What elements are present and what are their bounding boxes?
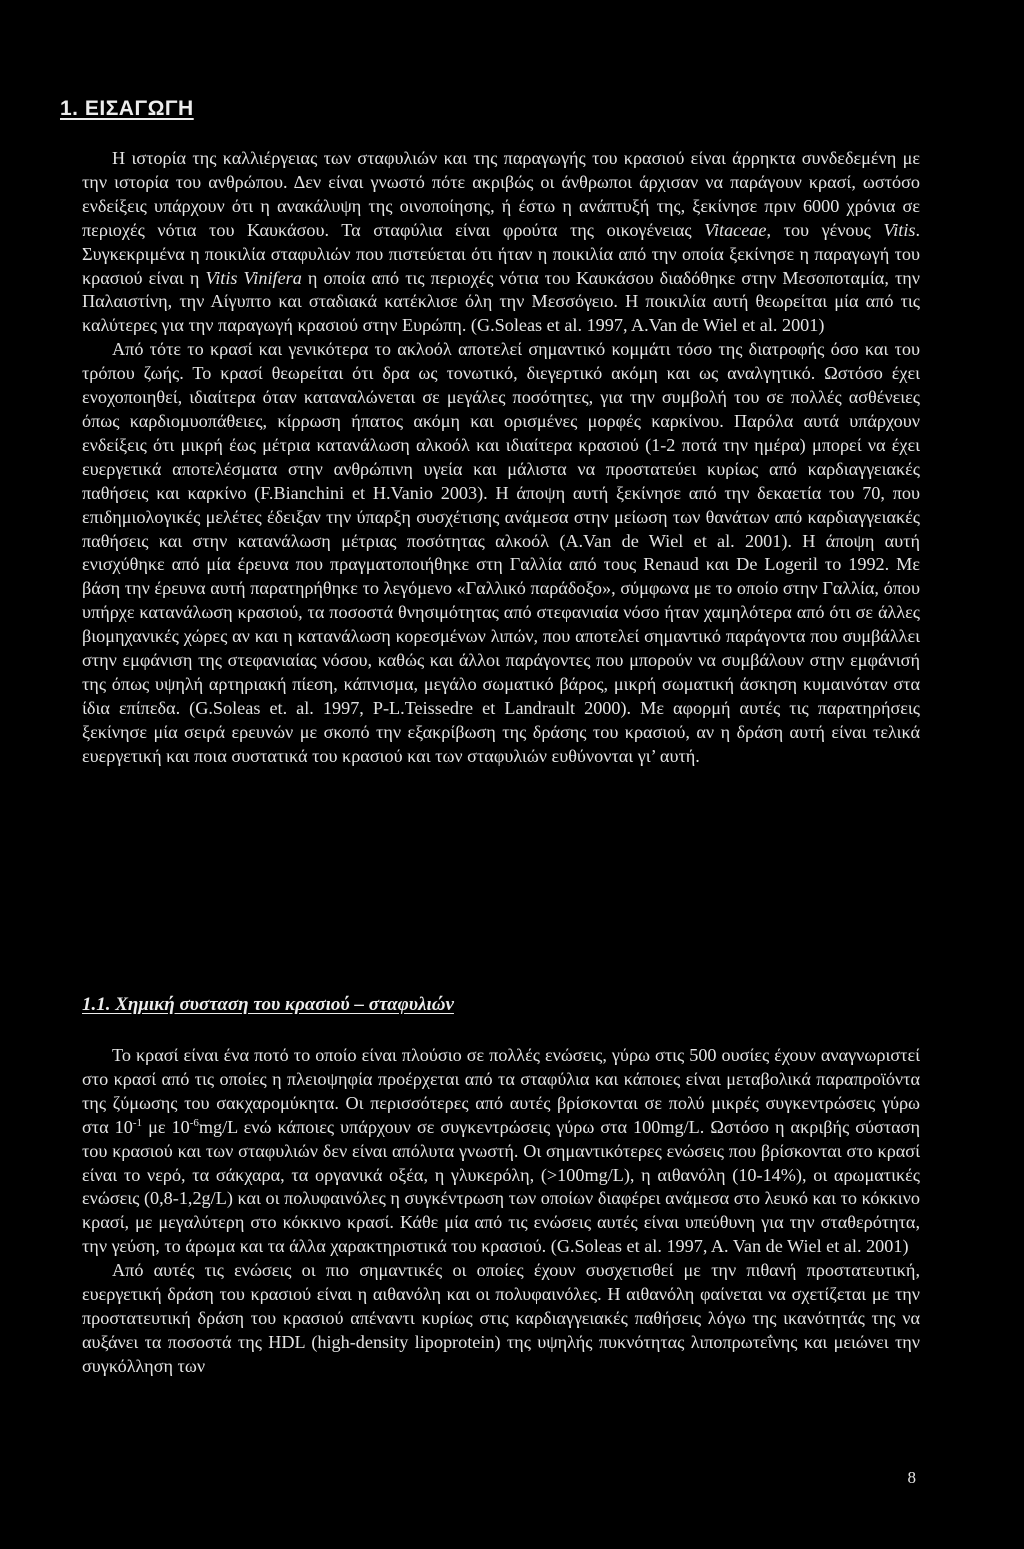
intro-text-d: η οποία από τις περιοχές νότια του Καυκάσου διαδόθηκε στην Μεσοποταμία, την Παλαιστίνη, την Αίγυπτο και σταδιακά κατέκλισε όλη την Μεσσόγειο. Η ποικιλία αυτή θεωρείται μία από τις καλύτερες για την παραγωγή κρασιού στην Ευρώπη. (G.Soleas et al. 1997, A.Van de Wiel et al. 2001) [82, 267, 920, 336]
exponent-1: -1 [132, 1116, 143, 1129]
section-heading: 1. ΕΙΣΑΓΩΓΗ [60, 97, 194, 120]
intro-text-c: . Συγκεκριμένα η ποικιλία σταφυλιών που πιστεύεται ότι ήταν η ποικιλία από την οποία ξεκίνησε η παραγωγή του κρασιού είναι η [82, 219, 920, 288]
intro-text-b: , του γένους [766, 219, 884, 240]
chem-text-c: mg/L ενώ κάποιες υπάρχουν σε συγκεντρώσεις γύρω στα 100mg/L. Ωστόσο η ακριβής σύσταση του κρασιού και των σταφυλιών δεν είναι απόλυτα γνωστή. Οι σημαντικότερες ενώσεις που βρίσκονται στο κρασί είναι το νερό, τα σάκχαρα, τα οργανικά οξέα, η γλυκερόλη, (>100mg/L), η αιθανόλη (10-14%), οι αρωματικές ενώσεις (0,8-1,2g/L) και οι πολυφαινόλες η συγκέντρωση των οποίων διαφέρει ανάμεσα στο λευκό και το κόκκινο κρασί, με μεγαλύτερη στο κόκκινο κρασί. Κάθε μία από τις ενώσεις αυτές είναι υπεύθυνη για την σταθερότητα, την γεύση, το άρωμα και τα άλλα χαρακτηριστικά του κρασιού. (G.Soleas et al. 1997, A. Van de Wiel et al. 2001) [82, 1116, 920, 1257]
chemistry-paragraph-2: Από αυτές τις ενώσεις οι πιο σημαντικές οι οποίες έχουν συσχετισθεί με την πιθανή προστατευτική, ευεργετική δράση του κρασιού είναι η αιθανόλη και οι πολυφαινόλες. Η αιθανόλη φαίνεται να σχετίζεται με την προστατευτική δράση του κρασιού απέναντι κυρίως στις καρδιαγγειακές παθήσεις λόγω της ικανότητάς της να αυξάνει τα ποσοστά της HDL (high-density lipoprotein) της υψηλής πυκνότητας λιποπρωτεΐνης και μειώνει την συγκόλληση των [82, 1260, 920, 1376]
exponent-2: -6 [189, 1116, 199, 1129]
intro-paragraph-2: Από τότε το κρασί και γενικότερα το ακλοόλ αποτελεί σημαντικό κομμάτι τόσο της διατροφής όσο και του τρόπου ζωής. Το κρασί θεωρείται ότι δρα ως τονωτικό, διεγερτικό ακόμη και ως αναλγητικό. Ωστόσο έχει ενοχοποιηθεί, ιδιαίτερα όταν καταναλώνεται σε μεγάλες ποσότητες, για την συμβολή του σε πολλές ασθένειες όπως καρδιομυοπάθειες, κίρρωση ήπατος ακόμη και ορισμένες μορφές καρκίνου. Παρόλα αυτά υπάρχουν ενδείξεις ότι μικρή έως μέτρια κατανάλωση αλκοόλ και ιδιαίτερα κρασιού (1-2 ποτά την ημέρα) μπορεί να έχει ευεργετικά αποτελέσματα στην ανθρώπινη υγεία και μάλιστα να προστατεύει κυρίως από καρδιαγγειακές παθήσεις και καρκίνο (F.Bianchini et H.Vanio 2003). Η άποψη αυτή ξεκίνησε από την δεκαετία του 70, που επιδημιολογικές μελέτες έδειξαν την ύπαρξη συσχέτισης ανάμεσα στην μείωση των θανάτων από καρδιαγγειακές παθήσεις και στην κατανάλωση μέτριας ποσότητας αλκοόλ (A.Van de Wiel et al. 2001). Η άποψη αυτή ενισχύθηκε από μία έρευνα που πραγματοποιήθηκε στη Γαλλία από τους Renaud και De Logeril το 1992. Με βάση την έρευνα αυτή παρατηρήθηκε το λεγόμενο «Γαλλικό παράδοξο», σύμφωνα με το οποίο στην Γαλλία, όπου υπήρχε κατανάλωση κρασιού, τα ποσοστά θνησιμότητας από στεφανιαία νόσο ήταν χαμηλότερα από ότι σε άλλες βιομηχανικές χώρες αν και η κατανάλωση κορεσμένων λιπών, που αποτελεί σημαντικό παράγοντα που συμβάλλει στην εμφάνιση της στεφανιαίας νόσου, καθώς και άλλοι παράγοντες που μπορούν να συμβάλουν στην εμφάνισή της όπως υψηλή αρτηριακή πίεση, κάπνισμα, μεγάλο σωματικό βάρος, μικρή σωματική άσκηση κυμαινόταν στα ίδια επίπεδα. (G.Soleas et. al. 1997, P-L.Teissedre et Landrault 2000). Με αφορμή αυτές τις παρατηρήσεις ξεκίνησε μία σειρά ερευνών με σκοπό την εξακρίβωση της δράσης του κρασιού, αν η δράση αυτή είναι τελικά ευεργετική και ποια συστατικά του κρασιού και των σταφυλιών ευθύνονται γι’ αυτή. [82, 339, 920, 766]
genus-name: Vitis [883, 219, 916, 240]
chemistry-paragraph-1 [82, 1044, 920, 1259]
page-number: 8 [907, 1468, 916, 1487]
subsection-heading: 1.1. Χημική συσταση του κρασιού – σταφυλιών [82, 994, 454, 1015]
chem-text-b: με 10 [142, 1116, 190, 1137]
chemistry-section [82, 1044, 920, 1379]
intro-text-a: Η ιστορία της καλλιέργειας των σταφυλιών και της παραγωγής του κρασιού είναι άρρηκτα συνδεδεμένη με την ιστορία του ανθρώπου. Δεν είναι γνωστό πότε ακριβώς οι άνθρωποι άρχισαν να παράγουν κρασί, ωστόσο ενδείξεις υπάρχουν ότι η ανακάλυψη της οινοποίησης, ή έστω η ανάπτυξή της, ξεκίνησε πριν 6000 χρόνια σε περιοχές νότια του Καυκάσου. Τα σταφύλια είναι φρούτα της οικογένειας [82, 148, 920, 240]
chem-text-a: Το κρασί είναι ένα ποτό το οποίο είναι πλούσιο σε πολλές ενώσεις, γύρω στις 500 ουσίες έχουν αναγνωριστεί στο κρασί από τις οποίες η πλειοψηφία προέρχεται από τα σταφύλια και κάποιες είναι μεταβολικά παραπροϊόντα της ζύμωσης του σακχαρομύκητα. Οι περισσότερες από αυτές βρίσκονται σε πολύ μικρές συγκεντρώσεις γύρω στα 10 [82, 1045, 920, 1137]
intro-paragraph-1 [82, 147, 920, 338]
family-name: Vitaceae [704, 219, 767, 240]
variety-name: Vitis Vinifera [205, 267, 302, 288]
intro-section [82, 147, 920, 769]
